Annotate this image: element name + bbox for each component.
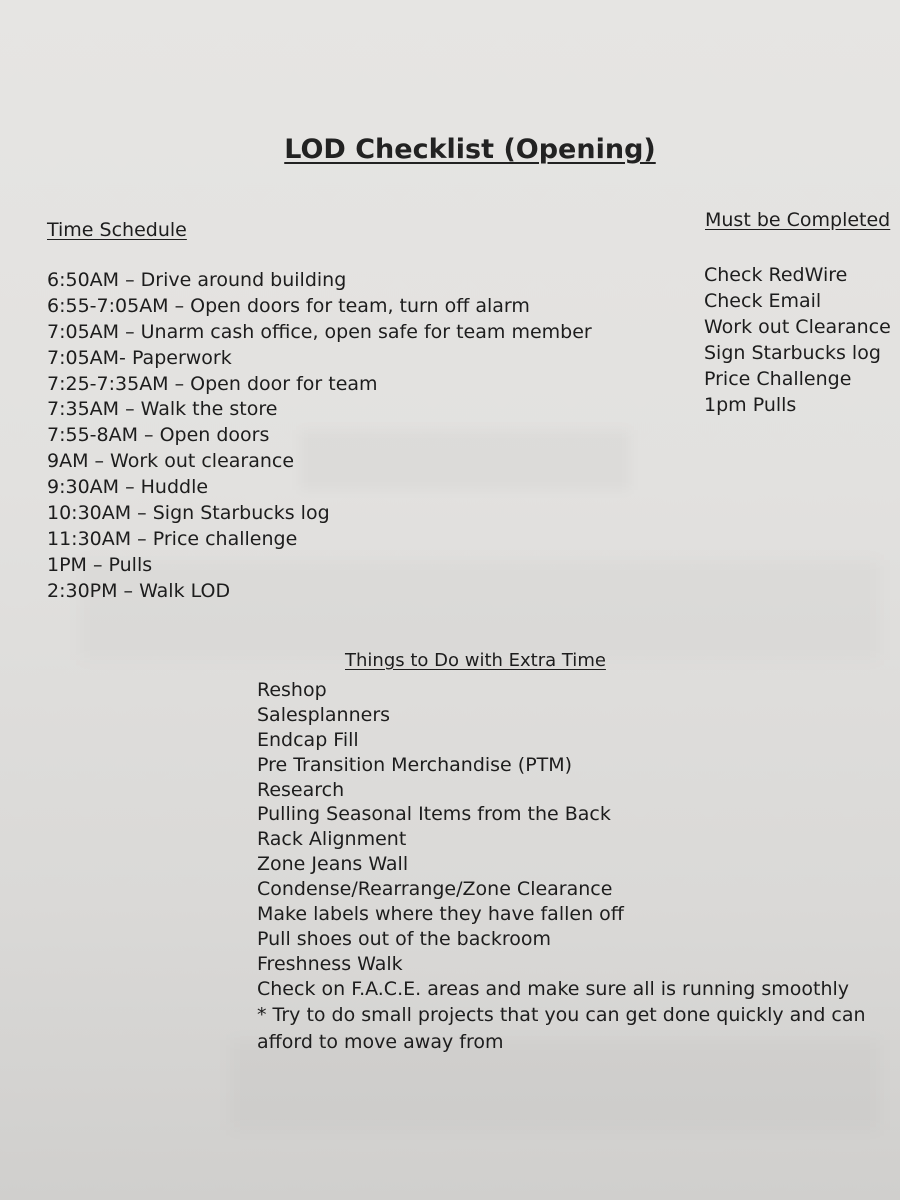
- extra-item: Pre Transition Merchandise (PTM): [257, 753, 573, 776]
- schedule-item: 10:30AM – Sign Starbucks log: [47, 502, 330, 525]
- must-item: Sign Starbucks log: [704, 342, 881, 364]
- schedule-item: 9:30AM – Huddle: [47, 476, 209, 499]
- page-title: LOD Checklist (Opening): [284, 134, 656, 165]
- schedule-item: 7:55-8AM – Open doors: [47, 424, 270, 447]
- must-be-completed-list: [704, 262, 891, 418]
- must-item: Check Email: [704, 290, 822, 312]
- extra-item: Pulling Seasonal Items from the Back: [257, 803, 611, 826]
- must-item: Work out Clearance: [704, 316, 891, 338]
- extra-item: Rack Alignment: [257, 828, 407, 851]
- extra-item: Condense/Rearrange/Zone Clearance: [257, 878, 613, 901]
- extra-item: Make labels where they have fallen off: [257, 903, 624, 926]
- extra-item: Salesplanners: [257, 703, 391, 726]
- extra-item: Research: [257, 778, 345, 801]
- schedule-item: 7:05AM – Unarm cash office, open safe for team member: [47, 320, 592, 343]
- schedule-item: 6:50AM – Drive around building: [47, 269, 347, 291]
- time-schedule-list: [47, 268, 592, 605]
- schedule-item: 7:35AM – Walk the store: [47, 398, 278, 421]
- schedule-item: 2:30PM – Walk LOD: [47, 579, 231, 602]
- schedule-item: 6:55-7:05AM – Open doors for team, turn off alarm: [47, 294, 530, 317]
- schedule-item: 9AM – Work out clearance: [47, 450, 295, 473]
- schedule-item: 7:05AM- Paperwork: [47, 346, 232, 369]
- extra-item: Check on F.A.C.E. areas and make sure all is running smoothly: [257, 977, 850, 1000]
- extra-item: Zone Jeans Wall: [257, 853, 409, 876]
- must-be-completed-heading: Must be Completed: [705, 209, 891, 231]
- extra-time-list: [257, 678, 900, 1056]
- extra-item: Pull shoes out of the backroom: [257, 927, 551, 950]
- schedule-item: 7:25-7:35AM – Open door for team: [47, 372, 378, 395]
- extra-time-heading: Things to Do with Extra Time: [345, 650, 606, 671]
- extra-item: Endcap Fill: [257, 728, 359, 751]
- must-item: Price Challenge: [704, 368, 852, 390]
- schedule-item: 11:30AM – Price challenge: [47, 527, 298, 550]
- schedule-item: 1PM – Pulls: [47, 553, 153, 576]
- must-item: Check RedWire: [704, 264, 848, 286]
- extra-item: Reshop: [257, 679, 327, 701]
- time-schedule-heading: Time Schedule: [47, 219, 187, 241]
- must-item: 1pm Pulls: [704, 394, 797, 416]
- extra-item: Freshness Walk: [257, 952, 403, 975]
- extra-item-note: * Try to do small projects that you can get done quickly and can afford to move away from: [257, 1003, 866, 1053]
